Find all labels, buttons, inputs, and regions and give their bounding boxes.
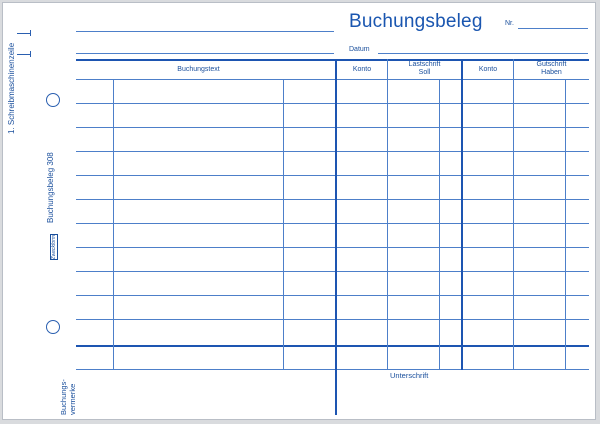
header-konto-soll: Konto: [352, 66, 372, 73]
header-haben: Haben: [541, 69, 562, 76]
datum-label: Datum: [349, 46, 370, 53]
product-label: Buchungsbeleg 308: [46, 152, 55, 223]
signature-field[interactable]: [337, 370, 589, 415]
col-rule-soll-amount: [387, 59, 388, 370]
typewriter-marker-top: [17, 33, 31, 34]
buchungsvermerke-label-2: vermerke: [68, 383, 77, 415]
col-rule-heavy-soll: [335, 59, 337, 415]
typewriter-marker-bottom: [17, 54, 31, 55]
typewriter-line-label: 1. Schreibmaschinenzeile: [7, 42, 16, 134]
punch-hole-bottom: [46, 320, 60, 334]
buchungsvermerke-label-1: Buchungs-: [59, 379, 68, 415]
typewriter-line-2[interactable]: [76, 53, 334, 54]
buchungsvermerke-field[interactable]: [76, 370, 335, 415]
header-lastschrift: Lastschrift: [408, 61, 441, 68]
col-rule-haben-cents: [565, 80, 566, 370]
typewriter-marker-bottom-tick: [30, 51, 31, 57]
typewriter-marker-top-tick: [30, 30, 31, 36]
nr-label: Nr.: [505, 20, 514, 27]
typewriter-line-1[interactable]: [76, 31, 334, 32]
col-rule-text-left: [113, 80, 114, 370]
header-soll: Soll: [418, 69, 431, 76]
col-rule-haben-amount: [513, 59, 514, 370]
col-rule-text-right: [283, 80, 284, 370]
col-rule-soll-cents: [439, 80, 440, 370]
datum-field[interactable]: [378, 53, 588, 54]
header-buchungstext: Buchungstext: [177, 66, 220, 73]
header-gutschrift: Gutschrift: [536, 61, 567, 68]
brand-logo: Zweckform: [50, 234, 57, 260]
col-rule-heavy-haben: [461, 59, 463, 370]
signature-label: Unterschrift: [390, 371, 429, 380]
voucher-sheet: [2, 2, 596, 420]
form-title: Buchungsbeleg: [349, 11, 483, 32]
punch-hole-top: [46, 93, 60, 107]
header-konto-haben: Konto: [478, 66, 498, 73]
nr-field[interactable]: [518, 28, 588, 29]
